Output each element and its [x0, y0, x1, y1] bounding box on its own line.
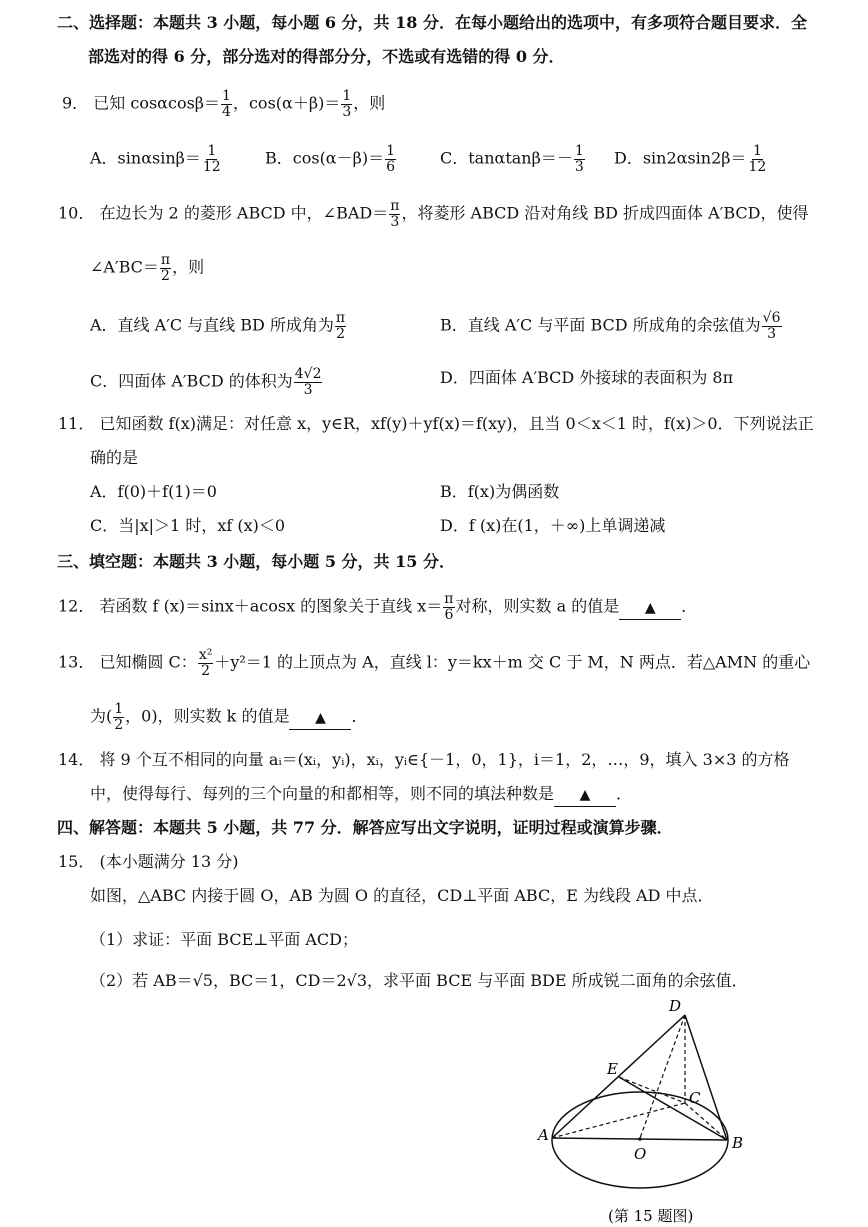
q9-text-post: ，则	[353, 93, 386, 113]
question-15-part2: （2）若 AB＝√5，BC＝1，CD＝2√3，求平面 BCE 与平面 BDE 所成锐二面角的余弦值．	[90, 971, 748, 990]
q11-option-c: C．当|x|＞1 时，xf (x)＜0	[90, 516, 286, 535]
answer-blank: ▲	[619, 596, 681, 620]
q9-text-mid: ，cos(α＋β)＝	[232, 93, 341, 113]
question-14-stem-line2: 中，使得每行、每列的三个向量的和都相等，则不同的填法种数是 ▲ ．	[90, 783, 632, 807]
question-15-part1: （1）求证：平面 BCE⊥平面 ACD；	[90, 930, 359, 949]
section2-header-line1: 二、选择题：本题共 3 小题，每小题 6 分，共 18 分．在每小题给出的选项中，有多项符合题目要求．全	[57, 13, 807, 32]
answer-blank: ▲	[554, 783, 616, 807]
q9-option-d: D．sin2αsin2β＝ $\frac{1}{12}$	[614, 143, 767, 175]
q10-option-a: A．直线 A′C 与直线 BD 所成角为 $\frac{\pi}{2}$	[90, 310, 346, 342]
q11-option-d: D．f (x)在(1，＋∞)上单调递减	[440, 516, 666, 535]
fraction: $\frac{1}{3}$	[342, 88, 352, 120]
center-point-O	[638, 1137, 642, 1141]
question-number: 15．	[58, 852, 95, 871]
q9-option-a: A．sinαsinβ＝ $\frac{1}{12}$	[90, 143, 221, 175]
section2-header-line2: 部选对的得 6 分，部分选对的得部分分，不选或有选错的得 0 分．	[88, 47, 565, 66]
question-12-stem: 12． 若函数 f (x)＝sinx＋acosx 的图象关于直线 x＝ $\frac{\pi}{6}$ 对称，则实数 a 的值是 ▲ ．	[58, 591, 698, 623]
q11-option-b: B．f(x)为偶函数	[440, 482, 560, 501]
question-11-stem: 11． 已知函数 f(x)满足：对任意 x，y∈R，xf(y)＋yf(x)＝f(xy)，且当 0＜x＜1 时，f(x)＞0．下列说法正	[58, 414, 814, 433]
figure-15-diagram	[530, 995, 770, 1227]
q11-option-a: A．f(0)＋f(1)＝0	[90, 482, 217, 501]
question-11-stem-line2: 确的是	[90, 448, 139, 467]
section3-header: 三、填空题：本题共 3 小题，每小题 5 分，共 15 分．	[57, 552, 455, 571]
question-9-stem	[62, 89, 385, 119]
answer-blank: ▲	[289, 706, 351, 730]
q10-option-c: C．四面体 A′BCD 的体积为 $\frac{4√2}{3}$	[90, 366, 322, 398]
question-10-stem-line2: ∠A′BC＝ $\frac{\pi}{2}$ ，则	[90, 252, 205, 284]
question-number: 9．	[62, 93, 89, 113]
q10-option-d: D．四面体 A′BCD 外接球的表面积为 8π	[440, 368, 734, 387]
q9-option-b: B．cos(α－β)＝ $\frac{1}{6}$	[265, 143, 396, 175]
edge-EC	[619, 1077, 685, 1103]
edge-AD	[552, 1015, 685, 1138]
question-number: 13．	[58, 652, 95, 672]
section4-header: 四、解答题：本题共 5 小题，共 77 分．解答应写出文字说明，证明过程或演算步骤．	[57, 818, 673, 837]
q10-option-b: B．直线 A′C 与平面 BCD 所成角的余弦值为 $\frac{√6}{3}$	[440, 310, 781, 342]
edge-DO	[640, 1015, 685, 1138]
edge-DB	[685, 1015, 727, 1140]
edge-EB	[619, 1077, 727, 1140]
label-C: C	[689, 1089, 701, 1107]
question-13-stem-line2: 为( $\frac{1}{2}$ ，0)，则实数 k 的值是 ▲ ．	[90, 701, 368, 733]
label-B: B	[732, 1134, 744, 1152]
label-O: O	[634, 1145, 647, 1163]
question-14-stem: 14． 将 9 个互不相同的向量 aᵢ＝(xᵢ，yᵢ)，xᵢ，yᵢ∈{－1，0，1}，i＝1，2，…，9，填入 3×3 的方格	[58, 750, 790, 769]
question-15-score: 15． (本小题满分 13 分)	[58, 852, 239, 871]
fraction: $\frac{1}{4}$	[222, 88, 231, 120]
question-number: 11．	[58, 414, 95, 433]
question-number: 10．	[58, 203, 95, 223]
label-A: A	[538, 1126, 549, 1144]
question-number: 12．	[58, 596, 95, 616]
label-E: E	[607, 1060, 618, 1078]
question-10-stem: 10． 在边长为 2 的菱形 ABCD 中，∠BAD＝ $\frac{\pi}{3}$ ，将菱形 ABCD 沿对角线 BD 折成四面体 A′BCD，使得	[58, 198, 809, 230]
q9-text-pre: 已知 cosαcosβ＝	[93, 93, 221, 113]
q9-option-c: C．tanαtanβ＝－ $\frac{1}{3}$	[440, 143, 584, 175]
question-number: 14．	[58, 750, 95, 769]
question-13-stem: 13． 已知椭圆 C： $\frac{\text{x²}}{2}$ ＋y²＝1 的上顶点为 A，直线 l：y＝kx＋m 交 C 于 M，N 两点．若△AMN 的重心	[58, 647, 811, 679]
label-D: D	[669, 997, 682, 1015]
figure-caption: (第 15 题图)	[608, 1207, 694, 1225]
question-15-stem: 如图，△ABC 内接于圆 O，AB 为圆 O 的直径，CD⊥平面 ABC，E 为线段 AD 中点．	[90, 886, 714, 905]
